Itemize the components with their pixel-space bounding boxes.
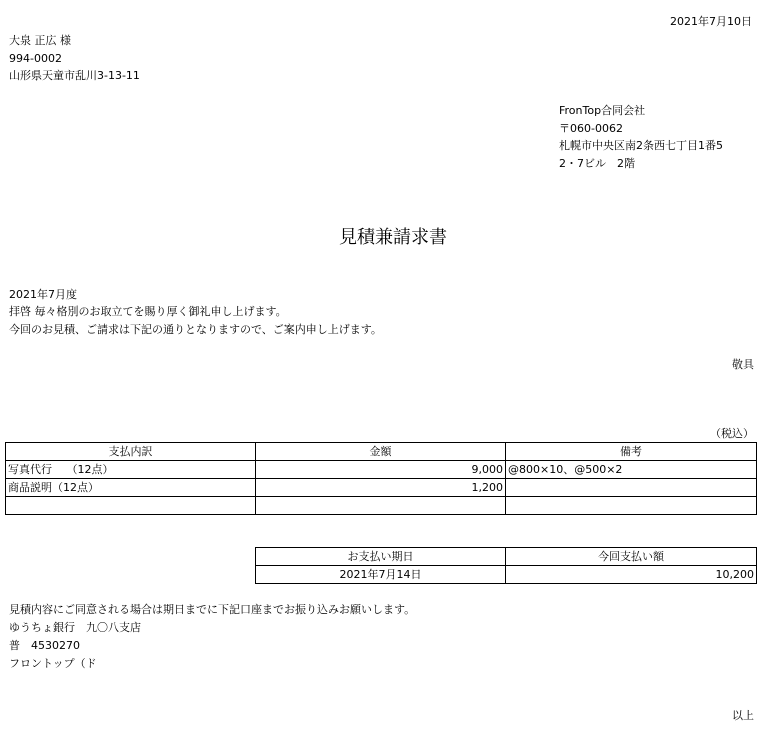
bank-account: 普 4530270 — [9, 639, 80, 652]
account-holder: フロントップ（ド — [9, 657, 97, 670]
table-row — [6, 461, 757, 479]
document-title: 見積兼請求書 — [339, 227, 447, 248]
recipient-address: 山形県天童市乱川3-13-11 — [9, 69, 140, 82]
sender-postal: 〒060-0062 — [559, 122, 623, 135]
period: 2021年7月度 — [9, 288, 77, 301]
keigu: 敬具 — [732, 358, 754, 371]
row-amount: 9,000 — [256, 461, 506, 479]
ijou: 以上 — [732, 709, 754, 722]
header-due-date: お支払い期日 — [256, 548, 506, 566]
items-table-header — [6, 443, 757, 461]
recipient-name: 大泉 正広 様 — [9, 34, 71, 47]
header-desc: 支払内訳 — [6, 443, 256, 461]
header-note: 備考 — [506, 443, 757, 461]
row-desc — [6, 497, 256, 515]
bank-name: ゆうちょ銀行 九〇八支店 — [9, 621, 141, 634]
tax-note: （税込） — [710, 427, 754, 440]
row-note — [506, 497, 757, 515]
row-amount — [256, 497, 506, 515]
row-amount: 1,200 — [256, 479, 506, 497]
items-table — [5, 442, 757, 515]
sender-address-line2: 2・7ビル 2階 — [559, 157, 635, 170]
bank-instruction: 見積内容にご同意される場合は期日までに下記口座までお振り込みお願いします。 — [9, 603, 416, 616]
header-payment-amount: 今回支払い額 — [506, 548, 757, 566]
recipient-postal: 994-0002 — [9, 52, 62, 65]
sender-address-line1: 札幌市中央区南2条西七丁目1番5 — [559, 139, 723, 152]
sender-company: FronTop合同会社 — [559, 104, 646, 117]
greeting-line1: 拝啓 毎々格別のお取立てを賜り厚く御礼申し上げます。 — [9, 305, 287, 318]
payment-table-header — [256, 548, 757, 566]
issue-date: 2021年7月10日 — [670, 15, 752, 28]
payment-table — [255, 547, 757, 584]
table-row — [6, 479, 757, 497]
due-date: 2021年7月14日 — [256, 566, 506, 584]
row-desc: 写真代行 （12点） — [6, 461, 256, 479]
payment-amount: 10,200 — [506, 566, 757, 584]
header-amount: 金額 — [256, 443, 506, 461]
row-note — [506, 479, 757, 497]
row-note: @800×10、@500×2 — [506, 461, 757, 479]
table-row — [256, 566, 757, 584]
row-desc: 商品説明（12点） — [6, 479, 256, 497]
greeting-line2: 今回のお見積、ご請求は下記の通りとなりますので、ご案内申し上げます。 — [9, 323, 382, 336]
table-row — [6, 497, 757, 515]
